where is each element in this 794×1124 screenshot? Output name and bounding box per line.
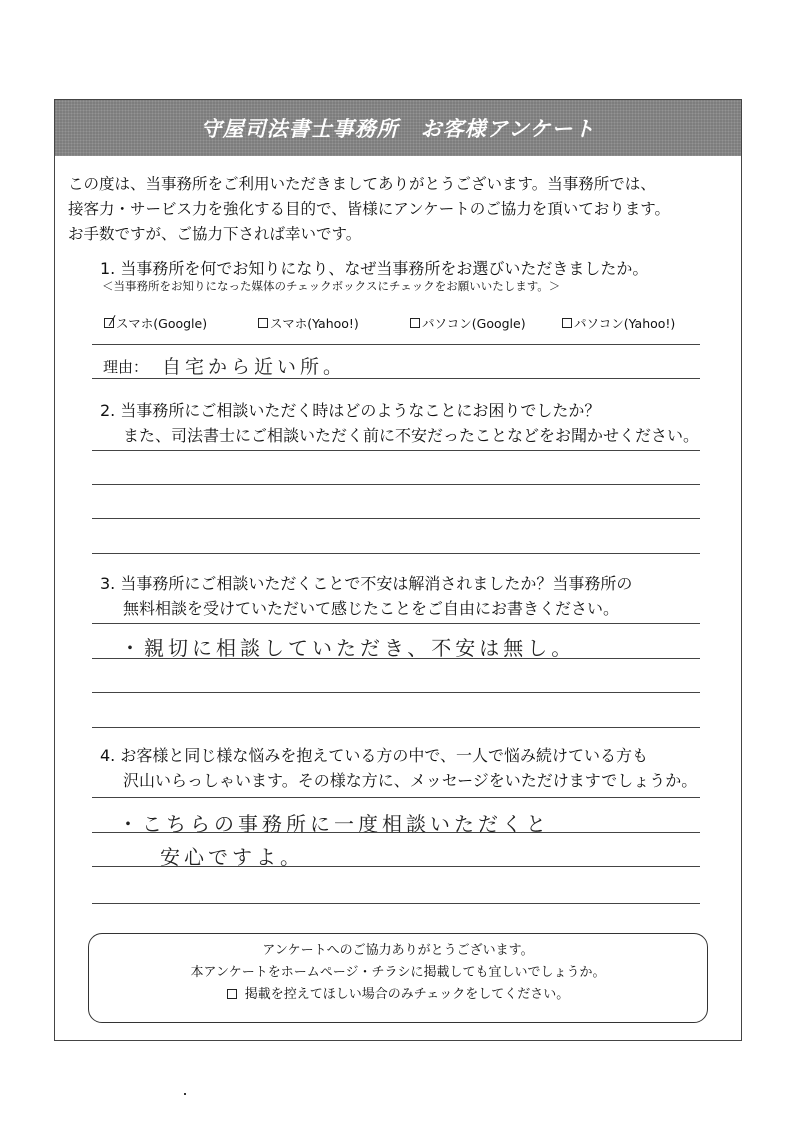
option-label: パソコン(Google) bbox=[422, 316, 526, 331]
question-2-line2: また、司法書士にご相談いただく前に不安だったことなどをお聞かせください。 bbox=[123, 426, 700, 445]
answer-line bbox=[92, 553, 700, 554]
reason-answer[interactable]: 自宅から近い所。 bbox=[162, 356, 347, 378]
question-1-note: ＜当事務所をお知りになった媒体のチェックボックスにチェックをお願いいたします。＞ bbox=[102, 279, 561, 293]
opt-out-label: 掲載を控えてほしい場合のみチェックをしてください。 bbox=[244, 987, 570, 1002]
question-3-line1: 3. 当事務所にご相談いただくことで不安は解消されましたか？当事務所の bbox=[100, 574, 633, 593]
answer-line bbox=[92, 344, 700, 345]
answer-line bbox=[92, 692, 700, 693]
answer-line bbox=[92, 832, 700, 833]
intro-line: この度は、当事務所をご利用いただきましてありがとうございます。当事務所では、 bbox=[68, 175, 656, 193]
reason-label: 理由： bbox=[103, 358, 149, 376]
answer-line bbox=[92, 727, 700, 728]
intro-line: 接客力・サービス力を強化する目的で、皆様にアンケートのご協力を頂いております。 bbox=[68, 200, 671, 218]
question-3-answer[interactable]: ・親切に相談していただき、不安は無し。 bbox=[120, 636, 576, 660]
question-2-line1: 2. 当事務所にご相談いただく時はどのようなことにお困りでしたか？ bbox=[100, 401, 601, 420]
answer-line bbox=[92, 903, 700, 904]
answer-line bbox=[92, 623, 700, 624]
question-4-line1: 4. お客様と同じ様な悩みを抱えている方の中で、一人で悩み続けている方も bbox=[100, 746, 649, 765]
answer-line bbox=[92, 450, 700, 451]
answer-line bbox=[92, 484, 700, 485]
footer-thanks: アンケートへのご協力ありがとうございます。 bbox=[262, 943, 534, 958]
question-3-line2: 無料相談を受けていただいて感じたことをご自由にお書きください。 bbox=[123, 599, 620, 618]
title-bar bbox=[55, 100, 741, 156]
option-pc-google[interactable] bbox=[410, 314, 526, 332]
checkbox[interactable] bbox=[410, 318, 420, 328]
answer-line bbox=[92, 797, 700, 798]
question-4-answer-line1[interactable]: ・こちらの事務所に一度相談いただくと bbox=[118, 812, 550, 836]
intro-line: お手数ですが、ご協力下されば幸いです。 bbox=[68, 225, 362, 243]
answer-line bbox=[92, 378, 700, 379]
checkbox[interactable] bbox=[258, 318, 268, 328]
footer-opt-out[interactable] bbox=[89, 984, 707, 1006]
question-1: 1. 当事務所を何でお知りになり、なぜ当事務所をお選びいただきましたか。 bbox=[100, 259, 649, 278]
checkbox-checked[interactable] bbox=[104, 318, 114, 328]
checkbox[interactable] bbox=[562, 318, 572, 328]
footer-question: 本アンケートをホームページ・チラシに掲載しても宜しいでしょうか。 bbox=[190, 965, 606, 980]
option-pc-yahoo[interactable] bbox=[562, 314, 675, 332]
option-smartphone-google[interactable] bbox=[104, 314, 207, 332]
option-label: スマホ(Yahoo!) bbox=[270, 316, 359, 331]
answer-line bbox=[92, 518, 700, 519]
option-label: パソコン(Yahoo!) bbox=[574, 316, 676, 331]
question-4-answer-line2[interactable]: 安心ですよ。 bbox=[160, 845, 304, 869]
opt-out-checkbox[interactable] bbox=[227, 989, 237, 999]
option-smartphone-yahoo[interactable] bbox=[258, 314, 359, 332]
survey-title: 守屋司法書士事務所 お客様アンケート bbox=[200, 117, 596, 141]
footer-consent-box bbox=[88, 933, 708, 1023]
answer-line bbox=[92, 658, 700, 659]
answer-line bbox=[92, 866, 700, 867]
scan-dot bbox=[184, 1093, 186, 1095]
option-label: スマホ(Google) bbox=[116, 316, 208, 331]
question-4-line2: 沢山いらっしゃいます。その様な方に、メッセージをいただけますでしょうか。 bbox=[123, 771, 698, 790]
intro-text bbox=[68, 172, 738, 247]
